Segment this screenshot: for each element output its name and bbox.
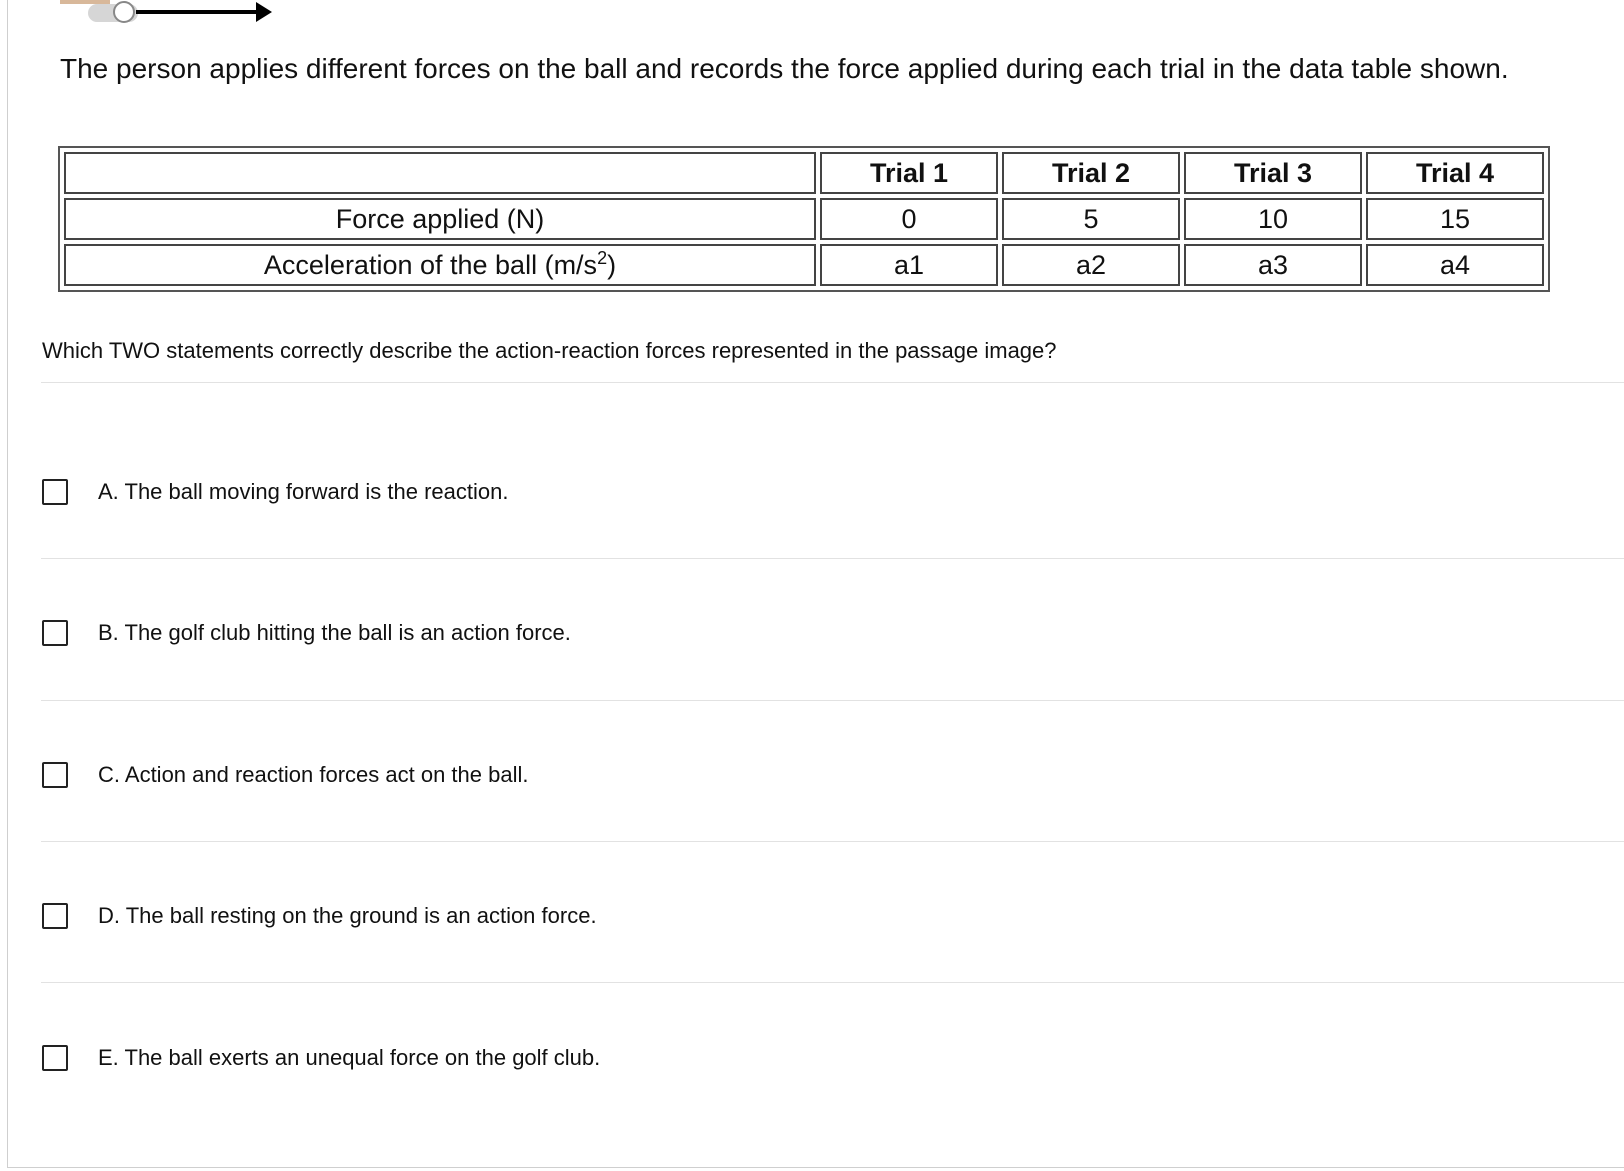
option-e-label[interactable]: E. The ball exerts an unequal force on the golf club.	[98, 1045, 601, 1070]
table-row	[64, 198, 1544, 240]
option-a[interactable]	[42, 476, 508, 508]
table-header-cell: Trial 2	[1002, 152, 1180, 194]
passage-text: The person applies different forces on the ball and records the force applied during each trial in the data table shown.	[60, 53, 1509, 84]
table-row	[64, 244, 1544, 286]
option-d[interactable]	[42, 900, 597, 932]
option-c-checkbox[interactable]	[42, 762, 68, 788]
option-d-label[interactable]: D. The ball resting on the ground is an action force.	[98, 903, 597, 928]
table-cell: 0	[820, 198, 998, 240]
table-cell: a2	[1002, 244, 1180, 286]
row-label-acceleration	[64, 244, 816, 286]
question-prompt: Which TWO statements correctly describe the action-reaction forces represented in the passage image?	[42, 338, 1057, 363]
row-label-main: Acceleration of the ball (m/s	[263, 249, 598, 280]
table-header-cell: Trial 3	[1184, 152, 1362, 194]
table-cell: a3	[1184, 244, 1362, 286]
option-e[interactable]	[42, 1042, 600, 1074]
table-header-row	[64, 152, 1544, 194]
club-head-shape	[60, 0, 110, 4]
divider	[41, 558, 1624, 559]
option-a-label[interactable]: A. The ball moving forward is the reaction.	[98, 479, 509, 504]
row-label-end: )	[607, 249, 617, 280]
table-cell: 10	[1184, 198, 1362, 240]
option-c-label[interactable]: C. Action and reaction forces act on the ball.	[98, 762, 529, 787]
row-label-superscript: 2	[597, 247, 608, 268]
divider	[41, 982, 1624, 983]
divider	[41, 841, 1624, 842]
table-header-cell: Trial 1	[820, 152, 998, 194]
option-a-checkbox[interactable]	[42, 479, 68, 505]
row-label-force: Force applied (N)	[64, 198, 816, 240]
table-cell: a1	[820, 244, 998, 286]
option-b[interactable]	[42, 617, 571, 649]
table-header-cell	[64, 152, 816, 194]
option-d-checkbox[interactable]	[42, 903, 68, 929]
option-b-checkbox[interactable]	[42, 620, 68, 646]
table-header-cell: Trial 4	[1366, 152, 1544, 194]
option-c[interactable]	[42, 759, 528, 791]
option-e-checkbox[interactable]	[42, 1045, 68, 1071]
table-cell: a4	[1366, 244, 1544, 286]
data-table	[58, 146, 1550, 292]
divider	[41, 382, 1624, 383]
table-cell: 5	[1002, 198, 1180, 240]
option-b-label[interactable]: B. The golf club hitting the ball is an action force.	[98, 620, 571, 645]
divider	[41, 700, 1624, 701]
ball-shape	[114, 2, 134, 22]
table-cell: 15	[1366, 198, 1544, 240]
ball-arrow-illustration	[60, 0, 290, 28]
arrow-head	[256, 2, 272, 22]
